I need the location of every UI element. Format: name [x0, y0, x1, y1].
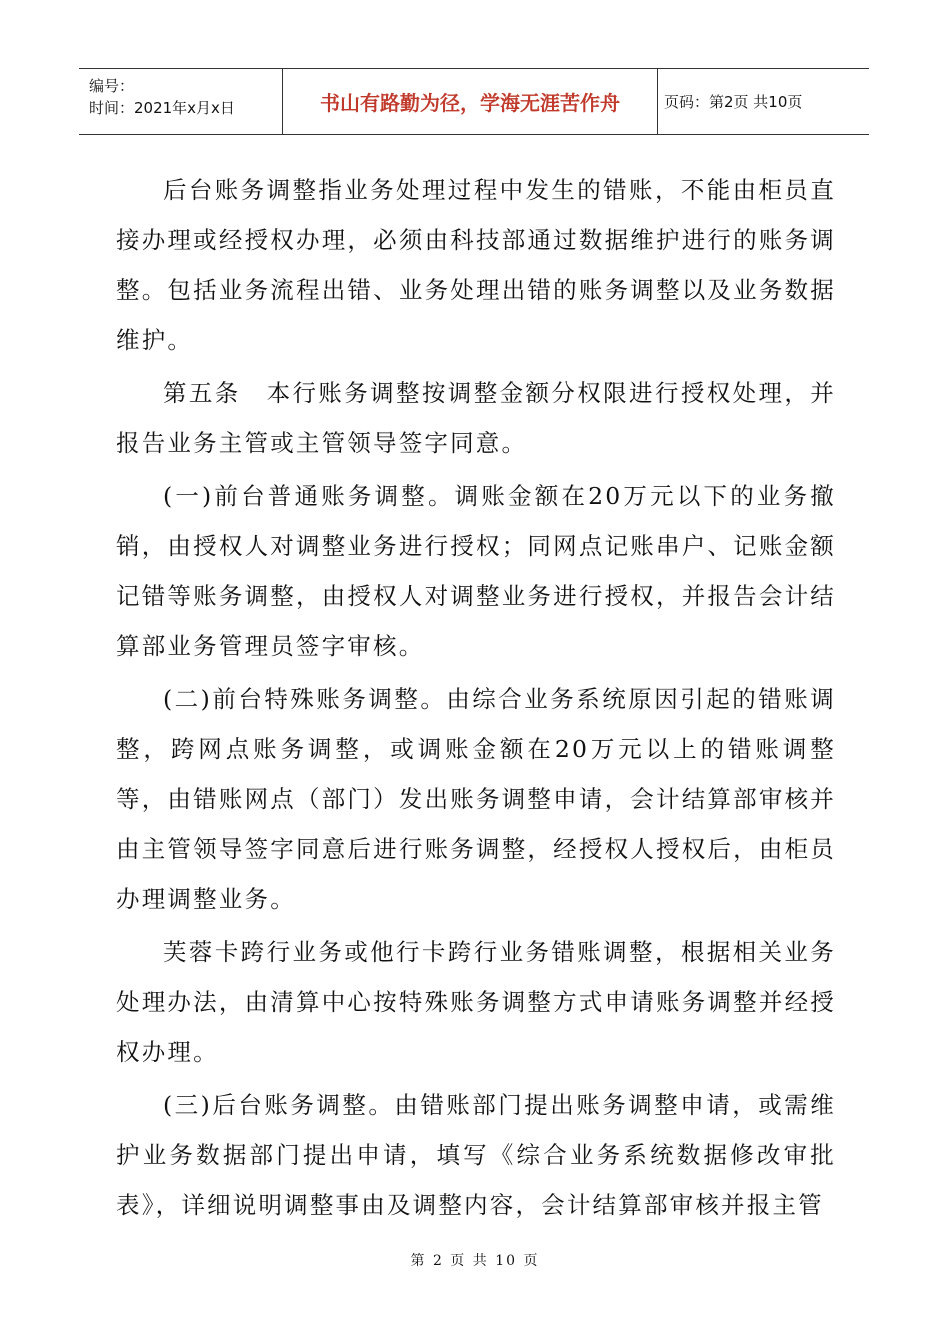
page-header [79, 68, 869, 135]
paragraph-article-5: 第五条 本行账务调整按调整金额分权限进行授权处理，并报告业务主管或主管领导签字同意。 [116, 379, 836, 457]
paragraph-item-1: (一)前台普通账务调整。调账金额在20万元以下的业务撤销，由授权人对调整业务进行授权；同网点记账串户、记账金额记错等账务调整，由授权人对调整业务进行授权，并报告会计结算部业务管理员签字审核。 [116, 482, 836, 660]
header-motto: 书山有路勤为径，学海无涯苦作舟 [282, 69, 658, 134]
header-meta [79, 69, 282, 134]
header-page-info: 页码：第2页 共10页 [664, 93, 803, 111]
page-footer: 第 2 页 共 10 页 [410, 1253, 540, 1269]
paragraph-1: 后台账务调整指业务处理过程中发生的错账，不能由柜员直接办理或经授权办理，必须由科技部通过数据维护进行的账务调整。包括业务流程出错、业务处理出错的账务调整以及业务数据维护。 [116, 176, 836, 354]
paragraph-item-2: (二)前台特殊账务调整。由综合业务系统原因引起的错账调整，跨网点账务调整，或调账金额在20万元以上的错账调整等，由错账网点（部门）发出账务调整申请，会计结算部审核并由主管领导签字同意后进行账务调整，经授权人授权后，由柜员办理调整业务。 [116, 685, 836, 913]
paragraph-card-adjustment: 芙蓉卡跨行业务或他行卡跨行业务错账调整，根据相关业务处理办法，由清算中心按特殊账务调整方式申请账务调整并经授权办理。 [116, 938, 836, 1066]
document-body [116, 165, 836, 1233]
document-date: 时间：2021年x月x日 [89, 99, 235, 117]
paragraph-item-3: (三)后台账务调整。由错账部门提出账务调整申请，或需维护业务数据部门提出申请，填写《综合业务系统数据修改审批表》，详细说明调整事由及调整内容，会计结算部审核并报主管 [116, 1091, 836, 1219]
document-number: 编号： [89, 77, 135, 95]
